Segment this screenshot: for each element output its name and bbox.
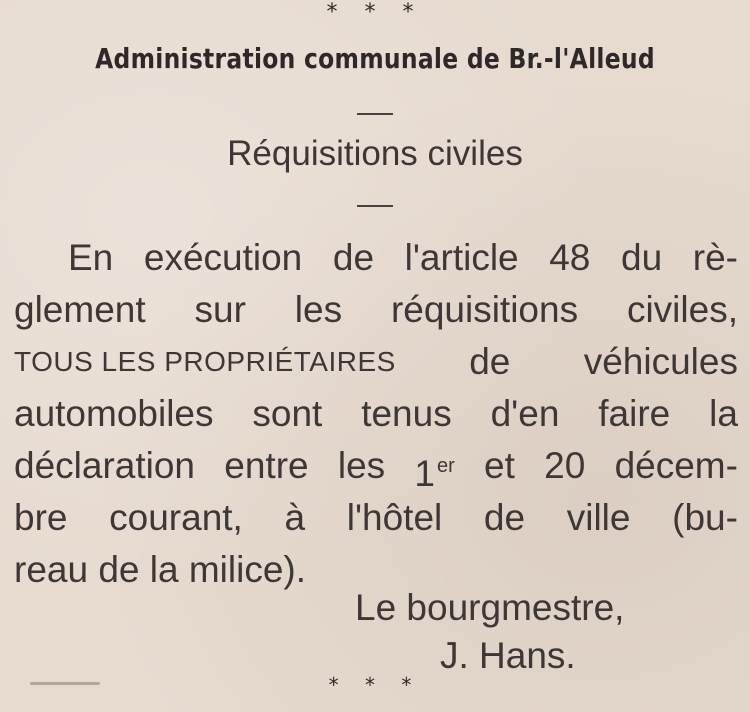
separator-dash xyxy=(357,113,393,115)
word: les xyxy=(294,289,343,330)
notice-heading: Administration communale de Br.-l'Alleud xyxy=(95,42,655,75)
signature-name: J. Hans. xyxy=(440,635,576,676)
body-line xyxy=(14,232,738,284)
word: entre xyxy=(224,445,309,486)
word: exécution xyxy=(143,237,303,278)
word: décem- xyxy=(614,445,738,486)
ordinal-superscript: er xyxy=(437,455,455,477)
word-smallcaps: TOUS LES PROPRIÉTAIRES xyxy=(14,346,396,377)
body-line xyxy=(14,440,738,492)
word: déclaration xyxy=(14,445,196,486)
word: ville xyxy=(566,497,631,538)
word: bre xyxy=(14,497,68,538)
word: de xyxy=(483,497,526,538)
ornament-stars-bottom: * * * xyxy=(328,673,422,697)
word: reau de la milice). xyxy=(14,549,307,590)
notice-subtitle: Réquisitions civiles xyxy=(227,134,523,173)
word: 48 xyxy=(549,237,591,278)
word: rè- xyxy=(692,237,738,278)
separator-dash xyxy=(357,205,393,207)
word: automobiles xyxy=(14,393,214,434)
word: réquisitions xyxy=(390,289,579,330)
word: et xyxy=(484,445,515,486)
ornament-stars-top: * * * xyxy=(326,0,424,25)
notice-body xyxy=(14,232,738,596)
word: l'article xyxy=(404,237,519,278)
word: sont xyxy=(252,393,323,434)
word: sur xyxy=(194,289,246,330)
word: d'en xyxy=(490,393,560,434)
word: l'hôtel xyxy=(346,497,443,538)
word: civiles, xyxy=(626,289,738,330)
word: du xyxy=(621,237,663,278)
body-line xyxy=(14,336,738,388)
word: tenus xyxy=(361,393,452,434)
signature-block xyxy=(0,584,750,680)
word: glement xyxy=(14,289,146,330)
body-line xyxy=(14,388,738,440)
word: les xyxy=(337,445,386,486)
word: En xyxy=(68,237,114,278)
body-line xyxy=(14,284,738,336)
body-line xyxy=(14,492,738,544)
word: 20 xyxy=(544,445,586,486)
word-ordinal xyxy=(414,440,454,492)
word: véhicules xyxy=(583,341,738,382)
word: de xyxy=(332,237,375,278)
signature-title: Le bourgmestre, xyxy=(355,587,625,628)
word: courant, xyxy=(109,497,243,538)
ordinal-number: 1 xyxy=(414,453,435,494)
word: la xyxy=(709,393,738,434)
word: (bu- xyxy=(672,497,738,538)
word: faire xyxy=(598,393,671,434)
word: de xyxy=(469,341,511,382)
word: à xyxy=(284,497,306,538)
